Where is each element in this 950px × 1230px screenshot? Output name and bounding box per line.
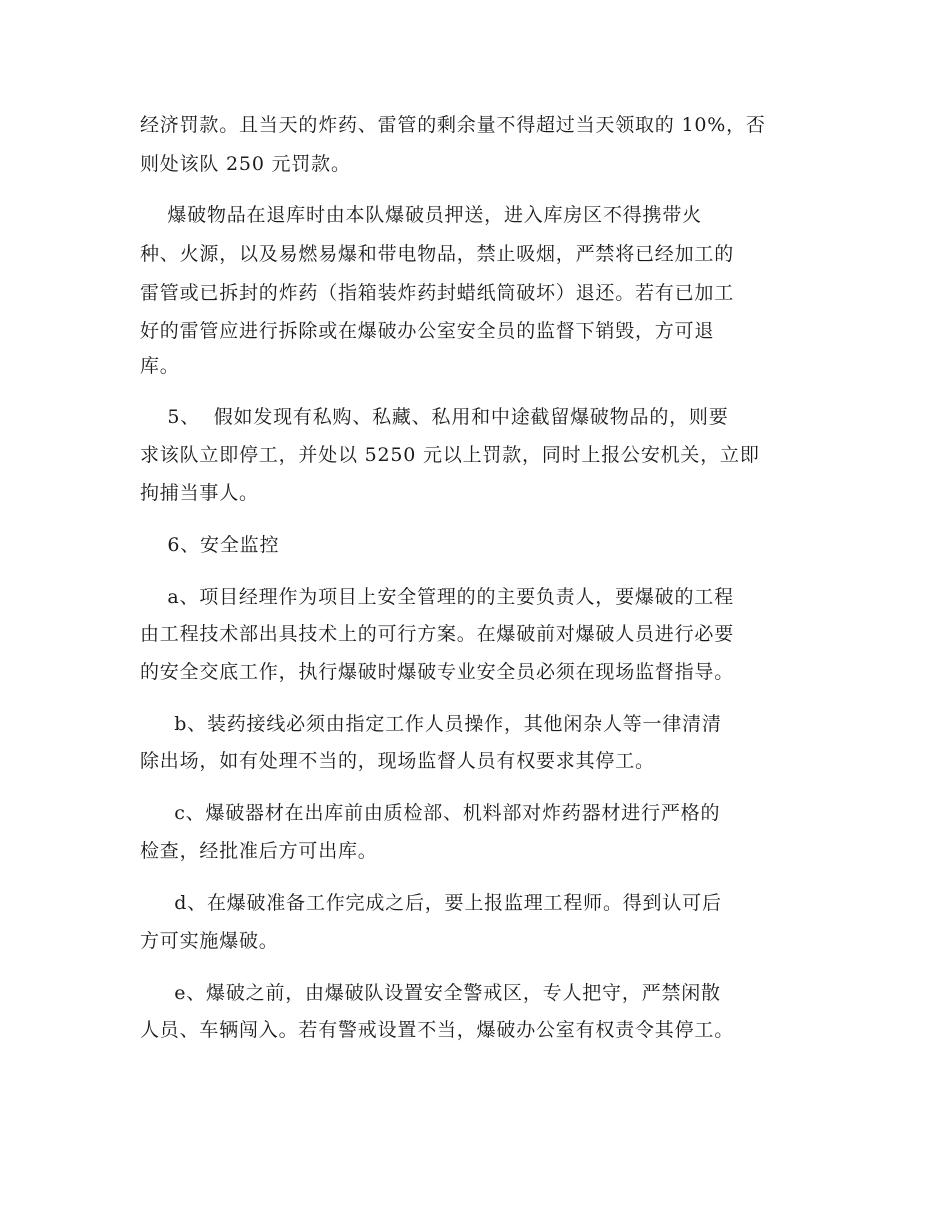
paragraph-9-line-1: e、爆破之前，由爆破队设置安全警戒区，专人把守，严禁闲散 bbox=[140, 982, 721, 1004]
paragraph-4-line-1: 6、安全监控 bbox=[140, 534, 280, 556]
paragraph-6-line-2: 除出场，如有处理不当的，现场监督人员有权要求其停工。 bbox=[140, 750, 655, 772]
paragraph-7-line-2: 检查，经批准后方可出库。 bbox=[140, 840, 378, 862]
paragraph-9-line-2: 人员、车辆闯入。若有警戒设置不当，爆破办公室有权责令其停工。 bbox=[140, 1019, 735, 1041]
paragraph-2-line-5: 库。 bbox=[140, 355, 180, 377]
paragraph-5-line-3: 的安全交底工作，执行爆破时爆破专业安全员必须在现场监督指导。 bbox=[140, 661, 735, 683]
paragraph-8-line-1: d、在爆破准备工作完成之后，要上报监理工程师。得到认可后 bbox=[140, 892, 722, 914]
paragraph-1-line-1: 经济罚款。且当天的炸药、雷管的剩余量不得超过当天领取的 10%，否 bbox=[140, 114, 766, 136]
paragraph-8-line-2: 方可实施爆破。 bbox=[140, 930, 279, 952]
paragraph-6-line-1: b、装药接线必须由指定工作人员操作，其他闲杂人等一律清清 bbox=[140, 713, 722, 735]
paragraph-2-line-3: 雷管或已拆封的炸药（指箱装炸药封蜡纸筒破坏）退还。若有已加工 bbox=[140, 282, 735, 304]
paragraph-3-line-2: 求该队立即停工，并处以 5250 元以上罚款，同时上报公安机关，立即 bbox=[140, 444, 760, 466]
paragraph-2-line-4: 好的雷管应进行拆除或在爆破办公室安全员的监督下销毁，方可退 bbox=[140, 320, 715, 342]
paragraph-1-line-2: 则处该队 250 元罚款。 bbox=[140, 153, 351, 175]
paragraph-5-line-2: 由工程技术部出具技术上的可行方案。在爆破前对爆破人员进行必要 bbox=[140, 623, 735, 645]
paragraph-2-line-2: 种、火源，以及易燃易爆和带电物品，禁止吸烟，严禁将已经加工的 bbox=[140, 243, 735, 265]
paragraph-2-line-1: 爆破物品在退库时由本队爆破员押送，进入库房区不得携带火 bbox=[140, 204, 702, 226]
paragraph-7-line-1: c、爆破器材在出库前由质检部、机料部对炸药器材进行严格的 bbox=[140, 802, 721, 824]
paragraph-5-line-1: a、项目经理作为项目上安全管理的的主要负责人，要爆破的工程 bbox=[140, 586, 734, 608]
paragraph-3-line-1: 5、 假如发现有私购、私藏、私用和中途截留爆破物品的，则要 bbox=[140, 406, 729, 428]
paragraph-3-line-3: 拘捕当事人。 bbox=[140, 482, 259, 504]
